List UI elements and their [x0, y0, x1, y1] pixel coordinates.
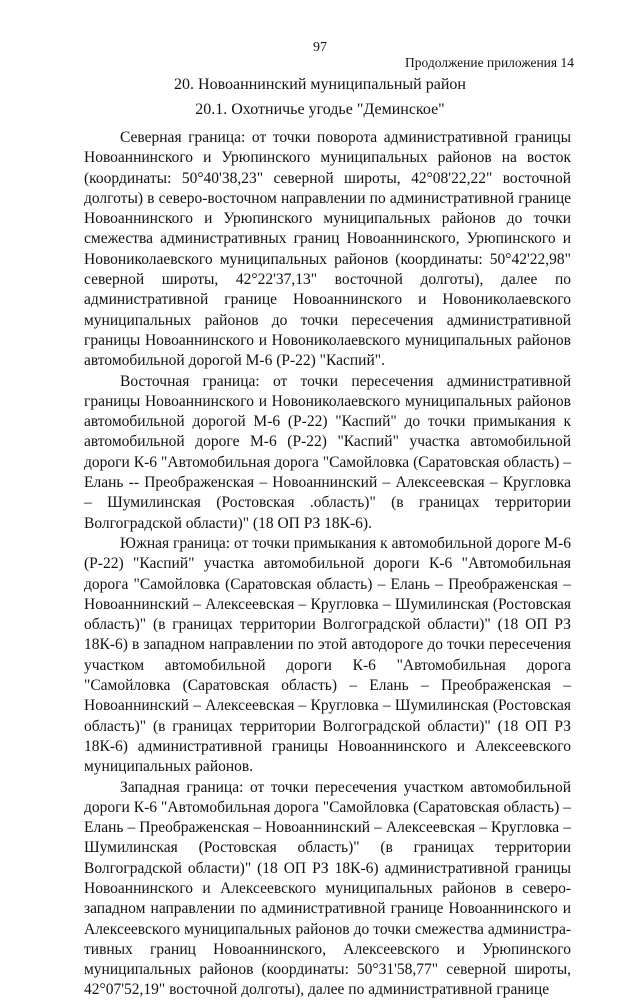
- appendix-continuation-note: Продолжение приложения 14: [404, 55, 574, 70]
- north-boundary-paragraph: Северная граница: от точки поворота административной границы Новоаннинского и Урюпинского муниципальных районов на восток (координаты: 50°40'38,23" северной широты, 42°08'22,22" восточной долготы) в северо-восточном направлении по административной границе Новоаннинского и Урюпинского муниципальных районов до точки смежества административных границ Новоаннинского, Урюпинского и Новониколаевского муниципальных районов (координаты: 50°42'22,98" северной широты, 42°22'37,13" восточной долготы), далее по административной границе Новоаннинского и Новониколаевского муниципальных районов до точки пересечения административной границы Новоаннинского и Новониколаевского муниципальных районов автомобильной дорогой М-6 (Р-22) "Каспий".: [84, 129, 571, 370]
- page-number: 97: [313, 40, 327, 55]
- document-body: [84, 128, 571, 1001]
- east-boundary-paragraph: Восточная граница: от точки пересечения административной границы Новоаннинского и Новониколаевского муниципальных районов автомобильной дорогой М-6 (Р-22) "Каспий" до точки примыкания к автомобильной дороге М-6 (Р-22) "Каспий" участка автомобильной дороги К-6 "Автомобильная дорога "Самойловка (Саратовская область) – Елань -- Преображенская – Новоаннинский – Алексеевская – Кругловка – Шумилинская (Ростовская .область)" (в границах территории Волгоградской области)" (18 ОП РЗ 18К-6).: [84, 372, 571, 532]
- hunting-ground-heading: 20.1. Охотничье угодье "Деминское": [195, 101, 445, 118]
- west-boundary-paragraph: Западная граница: от точки пересечения участком автомобильной дороги К-6 "Автомобильная дорога "Самойловка (Саратовская область) – Елань – Преображенская – Новоаннинский – Алексеевская – Кругловка – Шумилинская (Ростовская область)" (в границах территории Волгоградской области)" (18 ОП РЗ 18К-6) административной границы Новоаннинского и Алексеевского муниципальных районов в северозападном направлении по административной границе Новоаннинского и Алексеевского муниципальных районов до точки смежества административных границ Новоаннинского, Алексеевского и Урюпинского муниципальных районов (координаты: 50°31'58,77" северной широты, 42°07'52,19" восточной долготы), далее по административной границе: [84, 778, 571, 999]
- south-boundary-paragraph: Южная граница: от точки примыкания к автомобильной дороге М-6 (Р-22) "Каспий" участка автомобильной дороги К-6 "Автомобильная дорога "Самойловка (Саратовская область) – Елань – Преображенская – Новоаннинский – Алексеевская – Кругловка – Шумилинская (Ростовская область)" (в границах территории Волгоградской области)" (18 ОП РЗ 18К-6) в западном направлении по этой автодороге до точки пересечения участком автомобильной дороги К-6 "Автомобильная дорога "Самойловка (Саратовская область) – Елань – Преображенская – Новоаннинский – Алексеевская – Кругловка – Шумилинская (Ростовская область)" (в границах территории Волгоградской области)" (18 ОП РЗ 18К-6) административной границы Новоаннинского и Алексеевского муниципальных районов.: [84, 534, 571, 776]
- district-heading: 20. Новоаннинский муниципальный район: [174, 76, 466, 93]
